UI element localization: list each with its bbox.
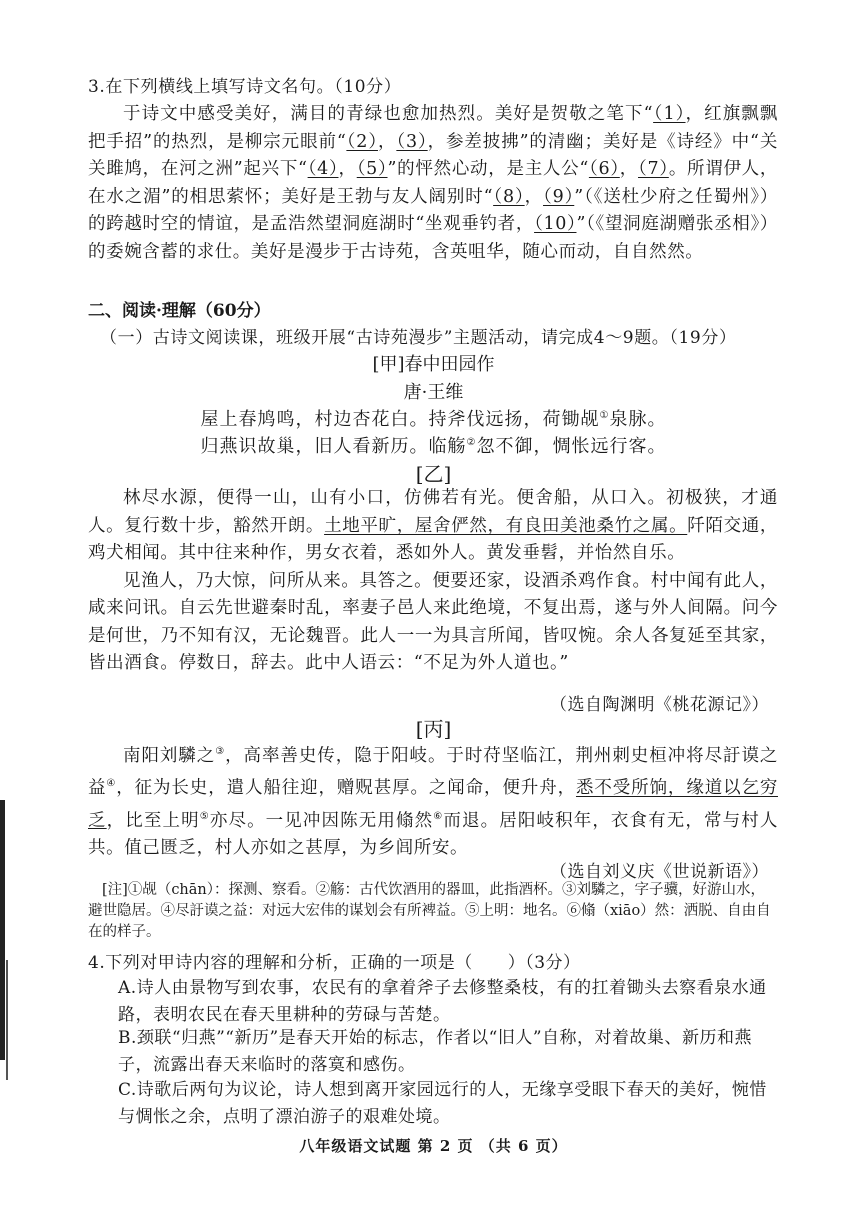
passage-yi-paragraph-2: 见渔人，乃大惊，问所从来。具答之。便要还家，设酒杀鸡作食。村中闻有此人，咸来问讯。自云先世避秦时乱，率妻子邑人来此绝境，不复出焉，遂与外人间隔。问今是何世，乃不知有汉，无论魏晋。此人一一为具言所闻，皆叹惋。余人各复延至其家，皆出酒食。停数日，辞去。此中人语云：“不足为外人道也。” [88,570,778,673]
question-4-option-c[interactable]: C.诗歌后两句为议论，诗人想到离开家园远行的人，无缘享受眼下春天的美好，惋惜与惆怅之余，点明了漂泊游子的艰难处境。 [118,1080,767,1127]
passage-bing-heading: [丙] [415,717,452,741]
section-2-heading: 二、阅读·理解（60分） [88,301,271,321]
note-marker-5: ⑤ [199,810,210,822]
question-4-option-b[interactable]: B.颈联“归燕”“新历”是春天开始的标志，作者以“旧人”自称，对着故巢、新历和燕子，流露出春天来临时的落寞和感伤。 [118,1028,753,1075]
blank-10[interactable]: （10） [534,214,577,234]
annotations: [注]①觇（chān）：探测、察看。②觞：古代饮酒用的器皿，此指酒杯。③刘驎之，字子骥，好游山水，避世隐居。④尽訏谟之益：对远大宏伟的谋划会有所裨益。⑤上明：地名。⑥翛（xiāo）然：洒脱、自由自在的样子。 [88,882,771,940]
passage-bing-source: （选自刘义庆《世说新语》） [550,862,769,882]
blank-6[interactable]: （6） [588,159,620,179]
page-footer: 八年级语文试题 第 2 页 （共 6 页） [299,1137,568,1155]
question-4-option-a[interactable]: A.诗人由景物写到农事，农民有的拿着斧子去修整桑枝，有的扛着锄头去察看泉水通路，表明农民在春天里耕种的劳碌与苦楚。 [118,978,767,1025]
poem-jia-line-2: 归燕识故巢，旧人看新历。临觞②忽不御，惆怅远行客。 [200,436,667,457]
blank-5[interactable]: （5） [356,159,388,179]
blank-3[interactable]: （3） [396,131,428,152]
passage-yi-source: （选自陶渊明《桃花源记》） [550,695,769,715]
poem-jia-line-1: 屋上春鸠鸣，村边杏花白。持斧伐远扬，荷锄觇①泉脉。 [200,409,667,430]
question-4-stem: 4.下列对甲诗内容的理解和分析，正确的一项是（ ）（3分） [88,953,581,973]
scan-edge-mark [0,800,5,1060]
passage-bing: 南阳刘驎之③，高率善史传，隐于阳岐。于时苻坚临江，荆州刺史桓冲将尽訏谟之益④，征为长史，遣人船往迎，赠贶甚厚。之闻命，便升舟，悉不受所饷，缘道以乞穷乏，比至上明⑤亦尽。一见冲因陈无用翛然⑥而退。居阳岐积年，衣食有无，常与村人共。值己匮乏，村人亦如之甚厚，为乡闾所安。 [88,745,778,858]
note-marker-1: ① [599,410,610,421]
passage-yi-heading: [乙] [415,462,452,486]
blank-7[interactable]: （7） [638,159,669,179]
section-2-subheading: （一）古诗文阅读课，班级开展“古诗苑漫步”主题活动，请完成4～9题。（19分） [100,328,737,348]
blank-1[interactable]: （1） [653,104,686,124]
question-3-heading: 3.在下列横线上填写诗文名句。（10分） [88,77,402,97]
underlined-sentence-bing: 悉不受所饷，缘道以乞穷乏 [88,778,778,831]
passage-yi-paragraph-1: 林尽水源，便得一山，山有小口，仿佛若有光。便舍船，从口入。初极狭，才通人。复行数十步，豁然开朗。土地平旷，屋舍俨然，有良田美池桑竹之属。阡陌交通，鸡犬相闻。其中往来种作，男女衣着，悉如外人。黄发垂髫，并怡然自乐。 [88,488,779,563]
note-marker-6: ⑥ [433,810,444,822]
note-marker-2: ② [466,437,477,448]
scan-edge-mark-2 [6,960,8,1080]
underlined-sentence-yi: 土地平旷，屋舍俨然，有良田美池桑竹之属。 [324,515,688,536]
blank-4[interactable]: （4） [307,159,339,179]
passage-yi [88,485,778,678]
poem-jia-title: [甲]春中田园作 [372,354,495,375]
note-marker-3: ③ [215,746,226,757]
note-marker-4: ④ [106,778,117,790]
blank-2[interactable]: （2） [346,131,378,152]
blank-9[interactable]: （9） [543,186,575,207]
question-3-passage: 于诗文中感受美好，满目的青绿也愈加热烈。美好是贺敬之笔下“（1），红旗飘飘把手招”的热烈，是柳宗元眼前“（2），（3），参差披拂”的清幽；美好是《诗经》中“关关雎鸠，在河之洲”起兴下“（4），（5）”的怦然心动，是主人公“（6），（7）。所谓伊人，在水之湄”的相思萦怀；美好是王勃与友人阔别时“（8），（9）”（《送杜少府之任蜀州》）的跨越时空的情谊，是孟浩然望洞庭湖时“坐观垂钓者，（10）”（《望洞庭湖赠张丞相》）的委婉含蓄的求仕。美好是漫步于古诗苑，含英咀华，随心而动，自自然然。 [88,104,778,262]
blank-8[interactable]: （8） [493,186,525,207]
poem-jia-author: 唐·王维 [403,382,464,403]
